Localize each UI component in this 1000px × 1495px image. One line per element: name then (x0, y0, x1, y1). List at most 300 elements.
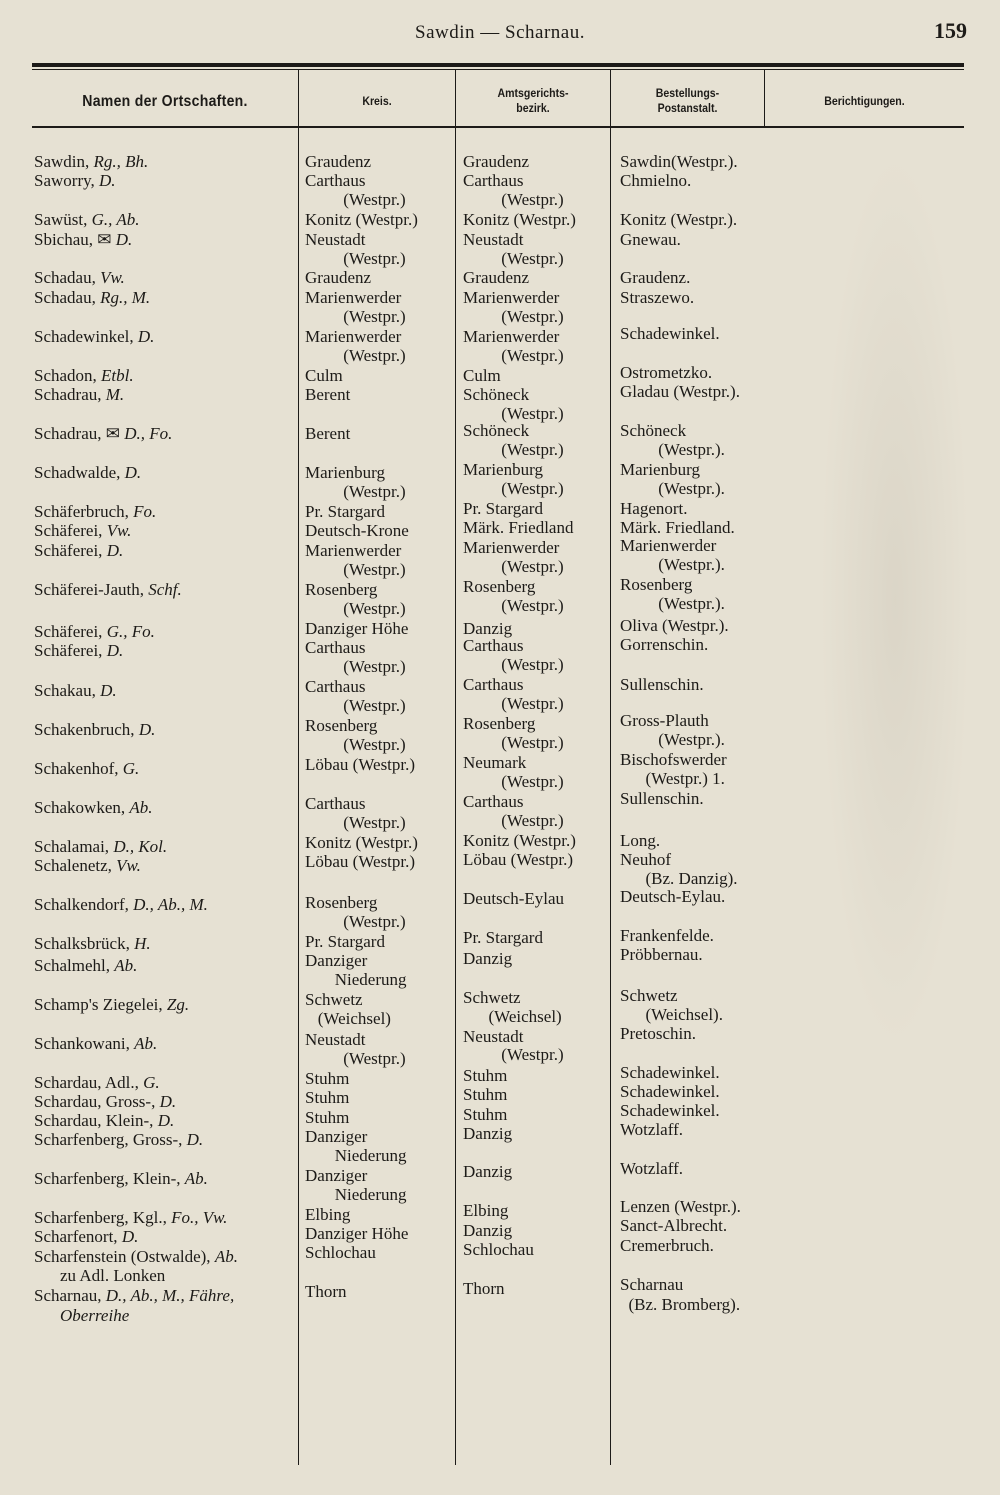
place-name (34, 681, 117, 700)
kreis-cell (305, 502, 385, 521)
abbreviation: D., Fo. (124, 424, 173, 443)
text: Berent (305, 424, 351, 443)
text: Marienburg (620, 460, 700, 479)
text: Sanct-Albrecht. (620, 1216, 728, 1235)
text: Sawüst, (34, 210, 92, 229)
kreis-cell (305, 657, 406, 676)
abbreviation: D., Kol. (113, 837, 168, 856)
kreis-cell (305, 580, 377, 599)
abbreviation: Ab. (184, 1169, 208, 1188)
text: Schankowani, (34, 1034, 135, 1053)
text: Frankenfelde. (620, 926, 714, 945)
text: Neumark (463, 753, 527, 772)
kreis-cell (305, 327, 401, 346)
text: (Westpr.) (305, 1049, 406, 1068)
text: Schalenetz, (34, 856, 117, 875)
abbreviation: Ab. (134, 1034, 158, 1053)
postanstalt-cell (620, 288, 694, 307)
text: Long. (620, 831, 661, 850)
place-name (34, 288, 150, 307)
column-header-names: Namen der Ortschaften. (82, 92, 248, 110)
postanstalt-cell (620, 1082, 720, 1101)
text: Niederung (305, 1146, 407, 1165)
postanstalt-cell (620, 152, 738, 171)
kreis-cell (305, 833, 418, 852)
text: (Westpr.). (620, 555, 725, 574)
abbreviation: Fo., Vw. (171, 1208, 228, 1227)
text: Sullenschin. (620, 675, 704, 694)
text: Scharfenberg, Klein-, (34, 1169, 185, 1188)
postanstalt-cell (620, 730, 725, 749)
text: Schöneck (463, 421, 530, 440)
text: Schakenbruch, (34, 720, 139, 739)
text: Scharfenberg, Kgl., (34, 1208, 172, 1227)
text: Schöneck (620, 421, 687, 440)
postanstalt-cell (620, 711, 709, 730)
amtsgericht-cell (463, 636, 523, 655)
kreis-cell (305, 346, 406, 365)
text: Konitz (Westpr.). (620, 210, 738, 229)
place-name (34, 385, 124, 404)
text: Stuhm (305, 1069, 350, 1088)
text: Konitz (Westpr.) (305, 833, 418, 852)
text: (Westpr.) (305, 696, 406, 715)
place-name (34, 1034, 157, 1053)
amtsgericht-cell (463, 288, 559, 307)
place-name (34, 521, 131, 540)
kreis-cell (305, 638, 365, 657)
kreis-cell (305, 970, 407, 989)
place-name (34, 463, 141, 482)
text: Oliva (Westpr.). (620, 616, 729, 635)
kreis-cell (305, 1049, 406, 1068)
abbreviation: D. (115, 230, 133, 249)
text: Schäferei, (34, 641, 107, 660)
text: Märk. Friedland. (620, 518, 735, 537)
postanstalt-cell (620, 1159, 683, 1178)
postanstalt-cell (620, 1295, 740, 1314)
text: (Weichsel) (305, 1009, 391, 1028)
header-rule (32, 126, 964, 128)
postanstalt-cell (620, 616, 729, 635)
place-name (34, 171, 116, 190)
text: Schwetz (463, 988, 521, 1007)
kreis-cell (305, 249, 406, 268)
text: Danziger (305, 1166, 368, 1185)
column-divider (610, 70, 611, 1465)
kreis-cell (305, 990, 363, 1009)
amtsgericht-cell (463, 753, 526, 772)
amtsgericht-cell (463, 831, 576, 850)
text: Schadau, (34, 268, 101, 287)
abbreviation: Rg., Bh. (93, 152, 149, 171)
text: Carthaus (305, 677, 366, 696)
abbreviation: G. (122, 759, 140, 778)
text: Scharfenort, (34, 1227, 122, 1246)
kreis-cell (305, 1166, 367, 1185)
amtsgericht-cell (463, 385, 529, 404)
text: Marienburg (305, 463, 385, 482)
postanstalt-cell (620, 675, 704, 694)
text: Schakowken, (34, 798, 130, 817)
text: Stuhm (463, 1105, 508, 1124)
kreis-cell (305, 366, 343, 385)
postanstalt-cell (620, 479, 725, 498)
amtsgericht-cell (463, 366, 501, 385)
kreis-cell (305, 1030, 365, 1049)
place-name (60, 1266, 165, 1285)
text: Wotzlaff. (620, 1159, 683, 1178)
text: Deutsch-Krone (305, 521, 409, 540)
place-name (34, 268, 125, 287)
text: Thorn (463, 1279, 505, 1298)
amtsgericht-cell (463, 479, 564, 498)
place-name (34, 641, 123, 660)
place-name (34, 1286, 234, 1305)
text: (Westpr.) (305, 560, 406, 579)
text: Rosenberg (305, 580, 378, 599)
text: (Bz. Danzig). (620, 869, 738, 888)
postanstalt-cell (620, 1216, 727, 1235)
amtsgericht-cell (463, 694, 564, 713)
text: Marienwerder (305, 327, 402, 346)
place-name (34, 366, 134, 385)
abbreviation: Schf. (148, 580, 182, 599)
text: Graudenz (463, 268, 530, 287)
text: Culm (463, 366, 501, 385)
abbreviation: D. (186, 1130, 204, 1149)
text: Carthaus (463, 675, 524, 694)
text: (Westpr.) (463, 404, 564, 423)
text: Scharfenstein (Ostwalde), (34, 1247, 215, 1266)
kreis-cell (305, 541, 401, 560)
postanstalt-cell (620, 460, 700, 479)
kreis-cell (305, 1108, 349, 1127)
amtsgericht-cell (463, 440, 564, 459)
text: Carthaus (305, 794, 366, 813)
column-header-gericht: Amtsgerichts- bezirk. (497, 86, 569, 115)
amtsgericht-cell (463, 230, 523, 249)
text: Deutsch-Eylau. (620, 887, 726, 906)
amtsgericht-cell (463, 1045, 564, 1064)
place-name (34, 1227, 138, 1246)
place-name (34, 995, 189, 1014)
place-name (34, 1169, 208, 1188)
kreis-cell (305, 813, 406, 832)
postanstalt-cell (620, 421, 686, 440)
amtsgericht-cell (463, 596, 564, 615)
text: Stuhm (305, 1088, 350, 1107)
postanstalt-cell (620, 887, 725, 906)
text: (Westpr.) (305, 482, 406, 501)
postanstalt-cell (620, 1101, 720, 1120)
kreis-cell (305, 560, 406, 579)
text: (Westpr.) (463, 190, 564, 209)
kreis-cell (305, 912, 406, 931)
text: Schäferei, (34, 622, 107, 641)
kreis-cell (305, 599, 406, 618)
kreis-cell (305, 1282, 347, 1301)
text: Pr. Stargard (305, 502, 385, 521)
kreis-cell (305, 677, 365, 696)
text: Schadewinkel. (620, 1082, 720, 1101)
place-name (34, 720, 155, 739)
text: Schadwalde, (34, 463, 125, 482)
place-name (34, 1073, 160, 1092)
postanstalt-cell (620, 635, 708, 654)
postanstalt-cell (620, 869, 738, 888)
kreis-cell (305, 893, 377, 912)
postanstalt-cell (620, 769, 725, 788)
abbreviation: Vw. (116, 856, 141, 875)
text: Hagenort. (620, 499, 688, 518)
page-number: 159 (934, 18, 967, 43)
abbreviation: M. (105, 385, 125, 404)
text: Niederung (305, 1185, 407, 1204)
kreis-cell (305, 735, 406, 754)
place-name (34, 1208, 227, 1227)
postanstalt-cell (620, 440, 725, 459)
amtsgericht-cell (463, 421, 529, 440)
postanstalt-cell (620, 850, 671, 869)
kreis-cell (305, 190, 406, 209)
text: Rosenberg (463, 577, 536, 596)
place-name (34, 580, 182, 599)
place-name (34, 152, 148, 171)
text: Saworry, (34, 171, 99, 190)
place-name (34, 798, 153, 817)
text: Scharfenberg, Gross-, (34, 1130, 187, 1149)
column-divider (764, 70, 765, 128)
text: Schalamai, (34, 837, 114, 856)
kreis-cell (305, 152, 371, 171)
kreis-cell (305, 230, 365, 249)
column-divider (455, 70, 456, 1465)
amtsgericht-cell (463, 538, 559, 557)
text: Pr. Stargard (463, 499, 543, 518)
text: Schardau, Adl., (34, 1073, 144, 1092)
place-name (34, 956, 137, 975)
text: (Westpr.) (463, 307, 564, 326)
abbreviation: Vw. (106, 521, 132, 540)
postanstalt-cell (620, 1236, 714, 1255)
postanstalt-cell (620, 926, 714, 945)
text: Stuhm (463, 1085, 508, 1104)
amtsgericht-cell (463, 733, 564, 752)
text: (Westpr.). (620, 479, 725, 498)
postanstalt-cell (620, 171, 691, 190)
text: Stuhm (463, 1066, 508, 1085)
kreis-cell (305, 424, 350, 443)
text: Konitz (Westpr.) (463, 210, 576, 229)
kreis-cell (305, 1069, 349, 1088)
postanstalt-cell (620, 555, 725, 574)
postanstalt-cell (620, 536, 716, 555)
running-title: Sawdin — Scharnau. (415, 22, 585, 43)
text: Sawdin, (34, 152, 94, 171)
kreis-cell (305, 932, 385, 951)
kreis-cell (305, 463, 385, 482)
text: Sawdin(Westpr.). (620, 152, 738, 171)
text: Schardau, Gross-, (34, 1092, 160, 1111)
text: Danzig (463, 1124, 513, 1143)
text: Culm (305, 366, 343, 385)
amtsgericht-cell (463, 1027, 523, 1046)
text: (Westpr.) 1. (620, 769, 725, 788)
text: Carthaus (305, 171, 366, 190)
amtsgericht-cell (463, 460, 543, 479)
text: (Westpr.) (463, 733, 564, 752)
postanstalt-cell (620, 324, 720, 343)
amtsgericht-cell (463, 1162, 512, 1181)
amtsgericht-cell (463, 1124, 512, 1143)
text: (Westpr.) (463, 557, 564, 576)
text: Graudenz (463, 152, 530, 171)
amtsgericht-cell (463, 1221, 512, 1240)
text: Schäferei, (34, 541, 107, 560)
text: Schardau, Klein-, (34, 1111, 158, 1130)
postanstalt-cell (620, 945, 703, 964)
column-divider (298, 70, 299, 1465)
text: (Westpr.) (463, 440, 564, 459)
text: Pr. Stargard (305, 932, 385, 951)
text: Danziger Höhe (305, 619, 409, 638)
abbreviation: D. (124, 463, 142, 482)
text: Schakau, (34, 681, 101, 700)
amtsgericht-cell (463, 714, 535, 733)
text: Schwetz (305, 990, 363, 1009)
kreis-cell (305, 1224, 408, 1243)
text: Ostrometzko. (620, 363, 713, 382)
text: Sullenschin. (620, 789, 704, 808)
postanstalt-cell (620, 230, 681, 249)
abbreviation: D. (99, 171, 116, 190)
text: Graudenz. (620, 268, 691, 287)
text: Scharnau, (34, 1286, 106, 1305)
text: (Westpr.) (463, 772, 564, 791)
text: Schalmehl, (34, 956, 115, 975)
text: (Westpr.) (463, 811, 564, 830)
text: Schadewinkel, (34, 327, 138, 346)
abbreviation: D. (138, 720, 156, 739)
postanstalt-cell (620, 382, 740, 401)
amtsgericht-cell (463, 1201, 508, 1220)
text: Schäferei, (34, 521, 107, 540)
place-name (34, 1092, 176, 1111)
postanstalt-cell (620, 986, 678, 1005)
text: zu Adl. Lonken (60, 1266, 166, 1285)
amtsgericht-cell (463, 152, 529, 171)
abbreviation: H. (134, 934, 151, 953)
text: Schadau, (34, 288, 101, 307)
text: Wotzlaff. (620, 1120, 683, 1139)
kreis-cell (305, 307, 406, 326)
abbreviation: Rg., M. (100, 288, 151, 307)
column-header-post: Bestellungs- Postanstalt. (655, 86, 720, 115)
postanstalt-cell (620, 1275, 683, 1294)
text: Konitz (Westpr.) (305, 210, 418, 229)
text: (Westpr.). (620, 730, 725, 749)
postanstalt-cell (620, 268, 690, 287)
amtsgericht-cell (463, 811, 564, 830)
text: (Westpr.) (305, 813, 406, 832)
abbreviation: Ab. (129, 798, 153, 817)
amtsgericht-cell (463, 327, 559, 346)
text: (Westpr.) (305, 599, 406, 618)
text: (Westpr.) (305, 657, 406, 676)
text: Carthaus (463, 171, 524, 190)
abbreviation: G., Ab. (91, 210, 140, 229)
text: Schadewinkel. (620, 1063, 720, 1082)
text: Rosenberg (305, 893, 378, 912)
amtsgericht-cell (463, 1240, 534, 1259)
abbreviation: D. (100, 681, 117, 700)
amtsgericht-cell (463, 518, 573, 537)
text: Schöneck (463, 385, 530, 404)
kreis-cell (305, 716, 377, 735)
text: Löbau (Westpr.) (305, 755, 416, 774)
text: Graudenz (305, 268, 372, 287)
place-name (34, 424, 172, 443)
text: (Westpr.) (305, 249, 406, 268)
kreis-cell (305, 619, 408, 638)
text: Graudenz (305, 152, 372, 171)
text: Schadewinkel. (620, 1101, 720, 1120)
text: Chmielno. (620, 171, 692, 190)
place-name (34, 1111, 174, 1130)
text: Gross-Plauth (620, 711, 709, 730)
text: Marienwerder (305, 288, 402, 307)
text: (Westpr.) (463, 655, 564, 674)
postanstalt-cell (620, 1120, 683, 1139)
text: Neustadt (463, 1027, 524, 1046)
amtsgericht-cell (463, 249, 564, 268)
text: Deutsch-Eylau (463, 889, 565, 908)
place-name (34, 856, 141, 875)
kreis-cell (305, 1088, 349, 1107)
abbreviation: G., Fo. (106, 622, 155, 641)
text: Schadrau, (34, 385, 106, 404)
place-name (34, 210, 139, 229)
abbreviation: Zg. (166, 995, 190, 1014)
text: (Westpr.) (463, 346, 564, 365)
text: Danziger (305, 1127, 368, 1146)
abbreviation: D. (137, 327, 155, 346)
text: Gorrenschin. (620, 635, 709, 654)
kreis-cell (305, 755, 415, 774)
kreis-cell (305, 1127, 367, 1146)
text: Carthaus (463, 636, 524, 655)
text: Neustadt (305, 1030, 366, 1049)
text: (Westpr.) (305, 735, 406, 754)
text: (Weichsel) (463, 1007, 562, 1026)
amtsgericht-cell (463, 1085, 507, 1104)
place-name (34, 622, 155, 641)
postanstalt-cell (620, 499, 688, 518)
kreis-cell (305, 794, 365, 813)
abbreviation: D., Ab., M. (133, 895, 208, 914)
text: Rosenberg (463, 714, 536, 733)
text: Sbichau, ✉ (34, 230, 116, 249)
text: Schlochau (305, 1243, 376, 1262)
abbreviation: Ab. (114, 956, 138, 975)
postanstalt-cell (620, 1024, 696, 1043)
text: (Westpr.) (463, 1045, 564, 1064)
amtsgericht-cell (463, 307, 564, 326)
text: (Westpr.) (305, 346, 406, 365)
place-name (34, 230, 132, 249)
amtsgericht-cell (463, 210, 576, 229)
